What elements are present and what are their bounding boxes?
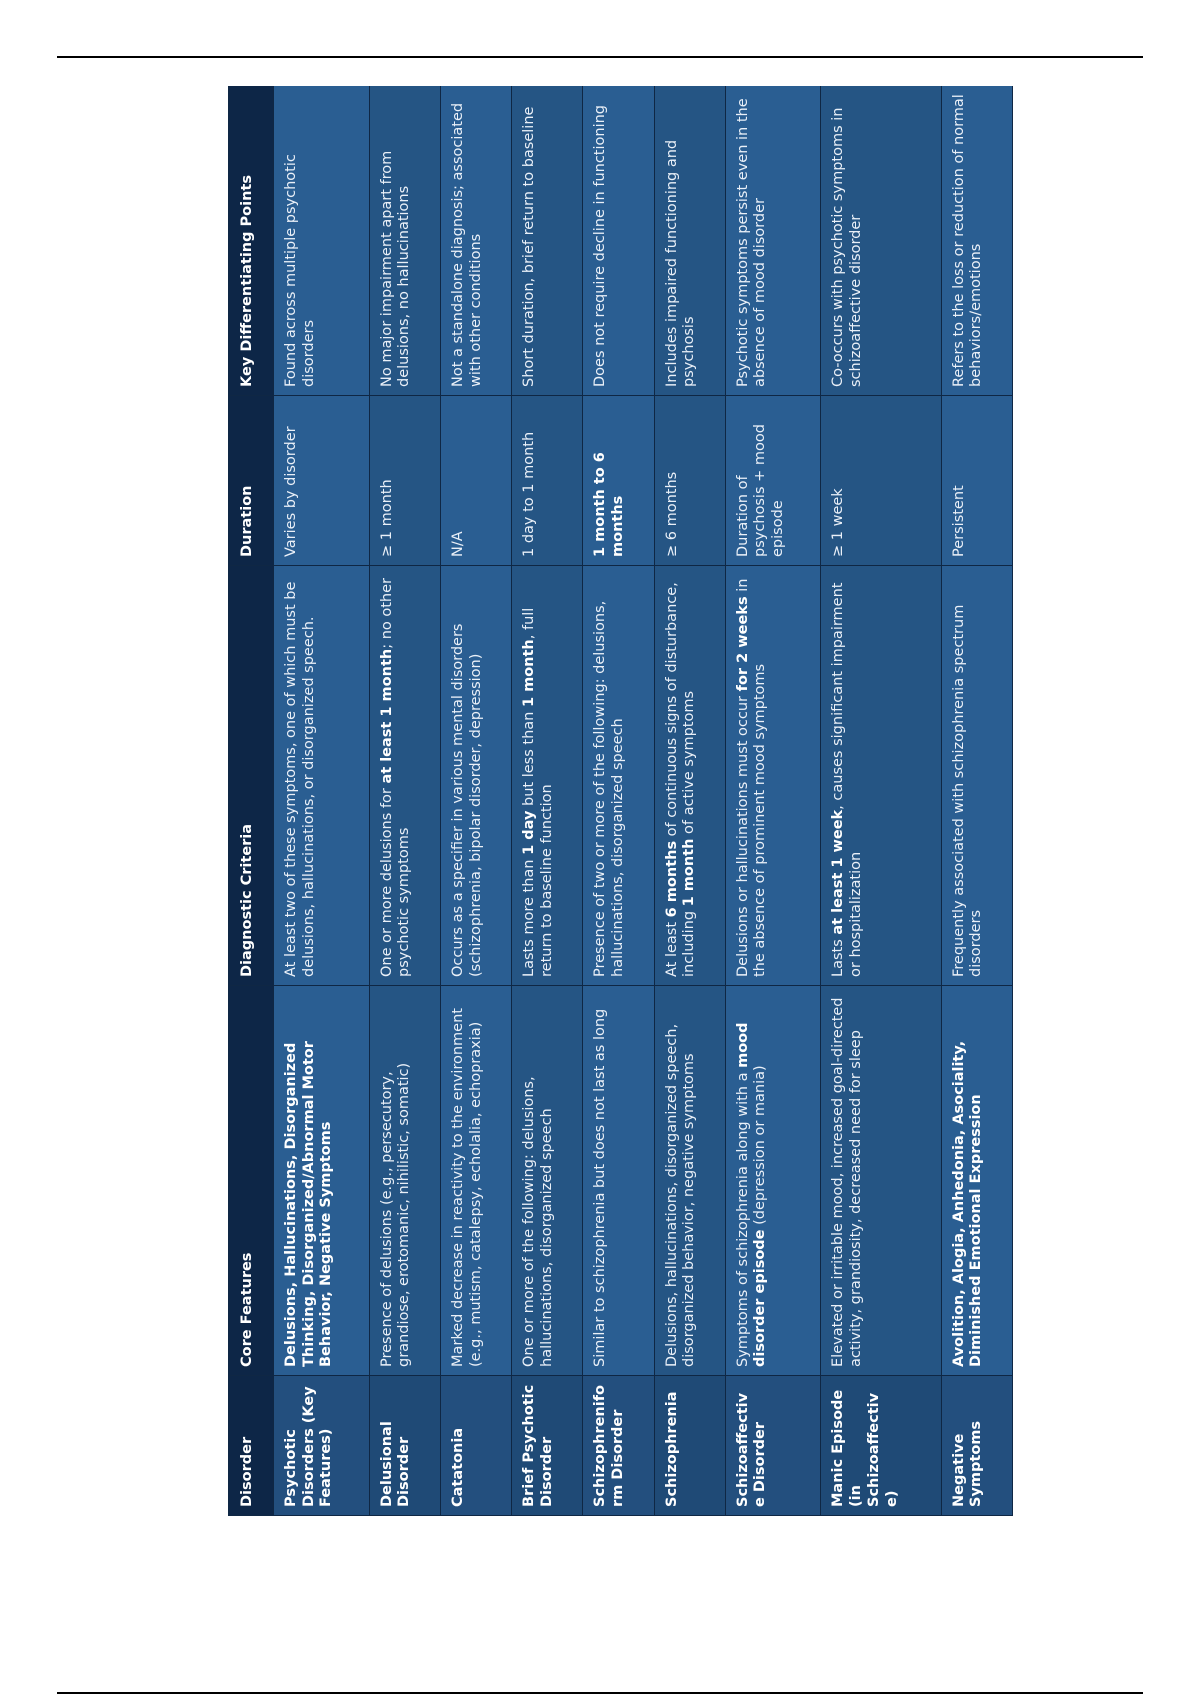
text-segment: Symptoms of schizophrenia along with a bbox=[734, 1067, 751, 1367]
text-segment: N/A bbox=[449, 531, 466, 557]
header-duration: Duration bbox=[229, 396, 274, 566]
text-segment: ≥ 1 week bbox=[830, 488, 847, 557]
table-row bbox=[512, 86, 583, 1516]
bold-text-segment: mood disorder episode bbox=[734, 1022, 769, 1367]
cell-duration bbox=[654, 396, 725, 566]
table-row bbox=[725, 86, 821, 1516]
cell-duration bbox=[583, 396, 654, 566]
cell-diagnostic-criteria bbox=[512, 566, 583, 986]
text-segment: of active symptoms bbox=[681, 690, 698, 839]
cell-key-differentiating-points: No major impairment apart from delusions, no hallucinations bbox=[369, 86, 440, 396]
cell-disorder: Catatonia bbox=[440, 1376, 511, 1516]
cell-duration bbox=[821, 396, 941, 566]
text-segment: Delusions, hallucinations, disorganized speech, disorganized behavior, negative symptoms bbox=[663, 1023, 698, 1367]
header-disorder: Disorder bbox=[229, 1376, 274, 1516]
text-segment: Delusions or hallucinations must occur bbox=[734, 691, 751, 977]
text-segment: At least two of these symptoms, one of which must be delusions, hallucinations, or disorganized speech. bbox=[283, 581, 317, 977]
text-segment: in the absence of prominent mood symptoms bbox=[734, 578, 769, 977]
cell-key-differentiating-points: Found across multiple psychotic disorders bbox=[274, 86, 370, 396]
psychotic-disorders-table bbox=[228, 86, 1013, 1516]
cell-key-differentiating-points: Does not require decline in functioning bbox=[583, 86, 654, 396]
bold-text-segment: at least 1 week bbox=[830, 809, 847, 935]
text-segment: Elevated or irritable mood, increased goal-directed activity, grandiosity, decreased need for sleep bbox=[830, 997, 865, 1367]
cell-diagnostic-criteria bbox=[821, 566, 941, 986]
bold-text-segment: at least 1 month bbox=[378, 648, 395, 784]
table-row bbox=[654, 86, 725, 1516]
cell-key-differentiating-points: Not a standalone diagnosis; associated with other conditions bbox=[440, 86, 511, 396]
cell-duration bbox=[440, 396, 511, 566]
header-rule bbox=[57, 56, 1143, 58]
bold-text-segment: 1 day bbox=[521, 810, 538, 855]
text-segment: ≥ 1 month bbox=[378, 479, 395, 557]
cell-disorder: Schizoaffective Disorder bbox=[725, 1376, 821, 1516]
text-segment: 1 day to 1 month bbox=[521, 431, 538, 557]
table-figure bbox=[228, 86, 1013, 1516]
header-core-features: Core Features bbox=[229, 986, 274, 1376]
cell-disorder: Manic Episode (in Schizoaffective) bbox=[821, 1376, 941, 1516]
cell-disorder: Schizophrenia bbox=[654, 1376, 725, 1516]
cell-key-differentiating-points: Refers to the loss or reduction of normal behaviors/emotions bbox=[941, 86, 1012, 396]
text-segment: but less than bbox=[521, 707, 538, 811]
cell-key-differentiating-points: Includes impaired functioning and psychosis bbox=[654, 86, 725, 396]
rotated-table-container bbox=[228, 86, 1013, 1516]
cell-duration bbox=[369, 396, 440, 566]
text-segment: of continuous signs of disturbance, including bbox=[663, 582, 698, 977]
cell-core-features bbox=[583, 986, 654, 1376]
table-row bbox=[274, 86, 370, 1516]
bold-text-segment: 1 month to 6 months bbox=[592, 452, 627, 557]
cell-diagnostic-criteria bbox=[274, 566, 370, 986]
text-segment: Similar to schizophrenia but does not last as long bbox=[592, 1008, 609, 1367]
cell-diagnostic-criteria bbox=[369, 566, 440, 986]
text-segment: Marked decrease in reactivity to the environment (e.g., mutism, catalepsy, echolalia, echopraxia) bbox=[449, 1008, 484, 1367]
table-body bbox=[274, 86, 1013, 1516]
table-row bbox=[583, 86, 654, 1516]
cell-disorder: Negative Symptoms bbox=[941, 1376, 1012, 1516]
text-segment: , causes significant impairment or hospitalization bbox=[830, 582, 865, 977]
text-segment: Occurs as a specifier in various mental disorders (schizophrenia, bipolar disorder, depression) bbox=[449, 623, 484, 977]
cell-diagnostic-criteria bbox=[941, 566, 1012, 986]
cell-core-features bbox=[440, 986, 511, 1376]
cell-diagnostic-criteria bbox=[654, 566, 725, 986]
header-diagnostic-criteria: Diagnostic Criteria bbox=[229, 566, 274, 986]
header-key-differentiating-points: Key Differentiating Points bbox=[229, 86, 274, 396]
text-segment: At least bbox=[663, 917, 680, 977]
table-header-row bbox=[229, 86, 274, 1516]
text-segment: (depression or mania) bbox=[752, 1065, 769, 1230]
footer-rule bbox=[57, 1692, 1143, 1694]
cell-core-features bbox=[654, 986, 725, 1376]
bold-text-segment: Delusions, Hallucinations, Disorganized Thinking, Disorganized/Abnormal Motor Behavior, Negative Symptoms bbox=[283, 1041, 335, 1367]
cell-disorder: Psychotic Disorders (Key Features) bbox=[274, 1376, 370, 1516]
cell-diagnostic-criteria bbox=[440, 566, 511, 986]
text-segment: One or more delusions for bbox=[378, 783, 395, 977]
text-segment: Lasts more than bbox=[521, 854, 538, 977]
cell-core-features bbox=[821, 986, 941, 1376]
cell-disorder: Delusional Disorder bbox=[369, 1376, 440, 1516]
bold-text-segment: 1 month bbox=[521, 639, 538, 708]
cell-disorder: Brief Psychotic Disorder bbox=[512, 1376, 583, 1516]
text-segment: ; no other psychotic symptoms bbox=[378, 578, 413, 977]
cell-duration bbox=[941, 396, 1012, 566]
cell-duration bbox=[725, 396, 821, 566]
text-segment: Lasts bbox=[830, 934, 847, 977]
text-segment: Frequently associated with schizophrenia spectrum disorders bbox=[950, 604, 985, 977]
text-segment: One or more of the following: delusions, hallucinations, disorganized speech bbox=[521, 1076, 555, 1367]
cell-key-differentiating-points: Co-occurs with psychotic symptoms in schizoaffective disorder bbox=[821, 86, 941, 396]
cell-core-features bbox=[274, 986, 370, 1376]
bold-text-segment: 1 month bbox=[681, 838, 698, 907]
cell-key-differentiating-points: Short duration, brief return to baseline bbox=[512, 86, 583, 396]
cell-disorder: Schizophreniform Disorder bbox=[583, 1376, 654, 1516]
cell-core-features bbox=[725, 986, 821, 1376]
cell-key-differentiating-points: Psychotic symptoms persist even in the absence of mood disorder bbox=[725, 86, 821, 396]
table-row bbox=[941, 86, 1012, 1516]
cell-diagnostic-criteria bbox=[725, 566, 821, 986]
cell-core-features bbox=[941, 986, 1012, 1376]
text-segment: ≥ 6 months bbox=[663, 471, 680, 557]
text-segment: Duration of psychosis + mood episode bbox=[734, 424, 787, 557]
bold-text-segment: Avolition, Alogia, Anhedonia, Asociality, Diminished Emotional Expression bbox=[950, 1040, 985, 1367]
cell-core-features bbox=[369, 986, 440, 1376]
table-row bbox=[440, 86, 511, 1516]
text-segment: Presence of two or more of the following: delusions, hallucinations, disorganized speech bbox=[592, 600, 627, 977]
cell-core-features bbox=[512, 986, 583, 1376]
text-segment: Persistent bbox=[950, 485, 967, 557]
text-segment: , full return to baseline function bbox=[521, 607, 555, 977]
text-segment: Varies by disorder bbox=[283, 426, 299, 557]
table-row bbox=[369, 86, 440, 1516]
text-segment: Presence of delusions (e.g., persecutory, grandiose, erotomanic, nihilistic, somatic) bbox=[378, 1062, 413, 1367]
cell-duration bbox=[274, 396, 370, 566]
bold-text-segment: 6 months bbox=[663, 840, 680, 918]
bold-text-segment: for 2 weeks bbox=[734, 596, 751, 692]
cell-duration bbox=[512, 396, 583, 566]
cell-diagnostic-criteria bbox=[583, 566, 654, 986]
table-row bbox=[821, 86, 941, 1516]
